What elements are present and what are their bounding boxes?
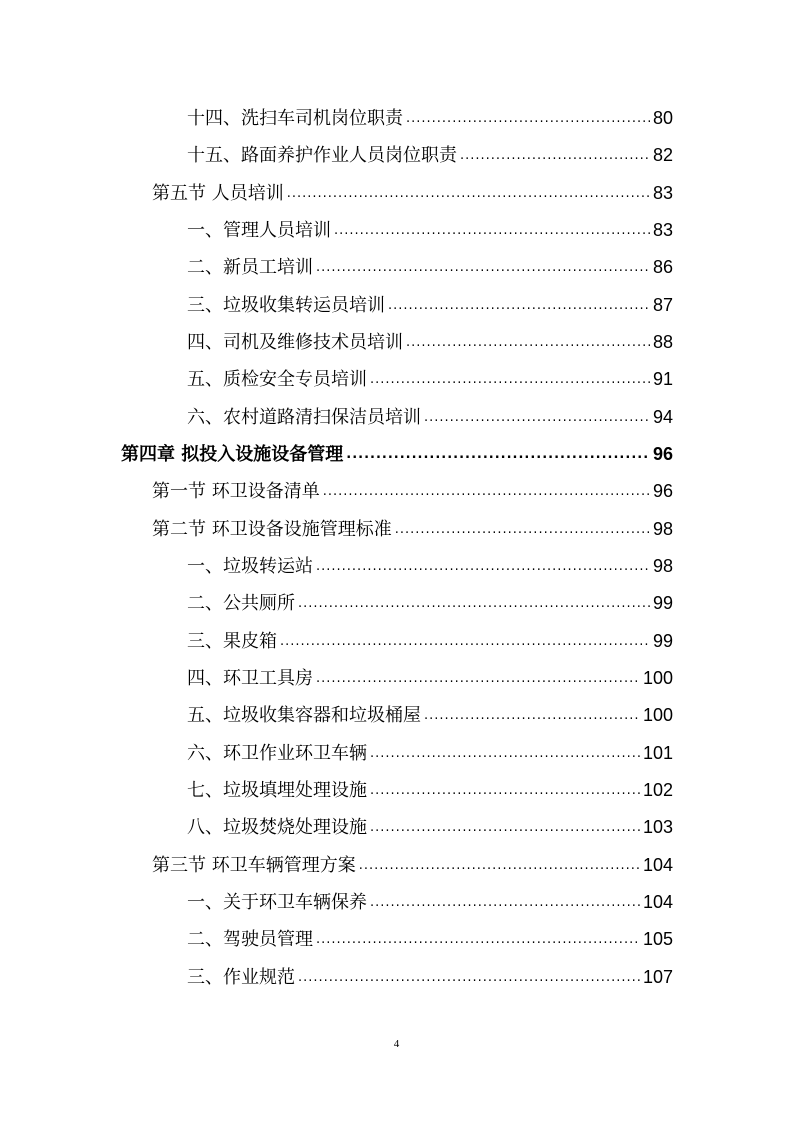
toc-dot-leader <box>370 809 640 846</box>
toc-entry[interactable] <box>187 660 673 697</box>
toc-dot-leader <box>395 511 650 548</box>
toc-entry-page: 87 <box>652 295 673 315</box>
toc-dot-leader <box>316 548 650 585</box>
toc-entry-page: 98 <box>652 519 673 539</box>
toc-entry-title: 一、垃圾转运站 <box>187 556 313 577</box>
toc-entry-title: 二、新员工培训 <box>187 257 313 278</box>
toc-dot-leader <box>406 324 650 361</box>
toc-entry[interactable] <box>187 921 673 958</box>
toc-entry-title: 四、司机及维修技术员培训 <box>187 332 403 353</box>
toc-dot-leader <box>287 175 650 212</box>
toc-dot-leader <box>346 436 650 473</box>
toc-entry-page: 83 <box>652 220 673 240</box>
toc-dot-leader <box>316 660 640 697</box>
toc-entry-title: 第五节 人员培训 <box>152 183 284 204</box>
toc-entry-title: 二、公共厕所 <box>187 593 295 614</box>
toc-dot-leader <box>388 287 650 324</box>
toc-entry-title: 三、垃圾收集转运员培训 <box>187 295 385 316</box>
toc-entry-page: 94 <box>652 407 673 427</box>
toc-entry-title: 五、质检安全专员培训 <box>187 369 367 390</box>
toc-entry-page: 86 <box>652 257 673 277</box>
toc-dot-leader <box>424 697 640 734</box>
toc-entry-title: 一、管理人员培训 <box>187 220 331 241</box>
toc-entry[interactable] <box>152 473 673 510</box>
toc-entry[interactable] <box>187 697 673 734</box>
toc-entry[interactable] <box>187 548 673 585</box>
toc-entry-title: 第二节 环卫设备设施管理标准 <box>152 519 392 540</box>
toc-entry-page: 102 <box>642 780 673 800</box>
toc-entry-page: 101 <box>642 743 673 763</box>
toc-dot-leader <box>406 100 650 137</box>
toc-entry-page: 103 <box>642 817 673 837</box>
toc-entry-page: 99 <box>652 631 673 651</box>
toc-dot-leader <box>316 249 650 286</box>
toc-dot-leader <box>280 623 650 660</box>
toc-entry[interactable] <box>187 585 673 622</box>
toc-entry-title: 六、环卫作业环卫车辆 <box>187 743 367 764</box>
toc-entry[interactable] <box>187 399 673 436</box>
toc-entry[interactable] <box>187 623 673 660</box>
toc-entry[interactable] <box>187 137 673 174</box>
toc-entry-title: 十五、路面养护作业人员岗位职责 <box>187 145 457 166</box>
toc-entry[interactable] <box>187 735 673 772</box>
toc-entry-page: 96 <box>652 481 673 501</box>
toc-entry-title: 五、垃圾收集容器和垃圾桶屋 <box>187 705 421 726</box>
toc-entry-title: 第三节 环卫车辆管理方案 <box>152 855 356 876</box>
toc-entry-title: 三、作业规范 <box>187 967 295 988</box>
toc-entry[interactable] <box>187 809 673 846</box>
toc-entry-page: 98 <box>652 556 673 576</box>
toc-dot-leader <box>460 137 650 174</box>
toc-entry-page: 83 <box>652 183 673 203</box>
toc-entry-page: 104 <box>642 892 673 912</box>
toc-dot-leader <box>323 473 650 510</box>
toc-entry[interactable] <box>187 212 673 249</box>
toc-dot-leader <box>370 735 640 772</box>
toc-entry-page: 100 <box>642 668 673 688</box>
toc-dot-leader <box>316 921 640 958</box>
toc-entry-page: 104 <box>642 855 673 875</box>
toc-entry[interactable] <box>187 361 673 398</box>
toc-entry[interactable] <box>152 847 673 884</box>
toc-entry[interactable] <box>152 175 673 212</box>
toc-entry-title: 八、垃圾焚烧处理设施 <box>187 817 367 838</box>
toc-entry[interactable] <box>152 511 673 548</box>
toc-entry[interactable] <box>187 287 673 324</box>
toc-entry-title: 二、驾驶员管理 <box>187 929 313 950</box>
toc-entry-title: 第一节 环卫设备清单 <box>152 481 320 502</box>
toc-entry-page: 100 <box>642 705 673 725</box>
toc-dot-leader <box>370 884 640 921</box>
toc-entry-page: 107 <box>642 967 673 987</box>
toc-dot-leader <box>334 212 650 249</box>
toc-entry-title: 三、果皮箱 <box>187 631 277 652</box>
toc-entry-page: 105 <box>642 929 673 949</box>
toc-entry-page: 88 <box>652 332 673 352</box>
toc-entry[interactable] <box>187 249 673 286</box>
toc-entry-page: 82 <box>652 145 673 165</box>
toc-chapter-entry[interactable] <box>121 436 673 473</box>
toc-dot-leader <box>370 361 650 398</box>
toc-entry-title: 一、关于环卫车辆保养 <box>187 892 367 913</box>
toc-entry-title: 七、垃圾填埋处理设施 <box>187 780 367 801</box>
toc-dot-leader <box>370 772 640 809</box>
toc-dot-leader <box>424 399 650 436</box>
toc-entry-title: 第四章 拟投入设施设备管理 <box>121 444 344 465</box>
toc-dot-leader <box>298 585 650 622</box>
toc-entry[interactable] <box>187 100 673 137</box>
toc-entry-title: 十四、洗扫车司机岗位职责 <box>187 108 403 129</box>
toc-entry[interactable] <box>187 959 673 996</box>
toc-entry-page: 99 <box>652 593 673 613</box>
toc-entry-title: 四、环卫工具房 <box>187 668 313 689</box>
page-number: 4 <box>393 1038 400 1050</box>
toc-entry[interactable] <box>187 324 673 361</box>
toc-entry-page: 80 <box>652 108 673 128</box>
toc-dot-leader <box>298 959 640 996</box>
toc-entry[interactable] <box>187 772 673 809</box>
toc-entry-page: 96 <box>652 444 673 464</box>
toc-entry-title: 六、农村道路清扫保洁员培训 <box>187 407 421 428</box>
toc-dot-leader <box>359 847 640 884</box>
toc-entry-page: 91 <box>652 369 673 389</box>
toc-entry[interactable] <box>187 884 673 921</box>
